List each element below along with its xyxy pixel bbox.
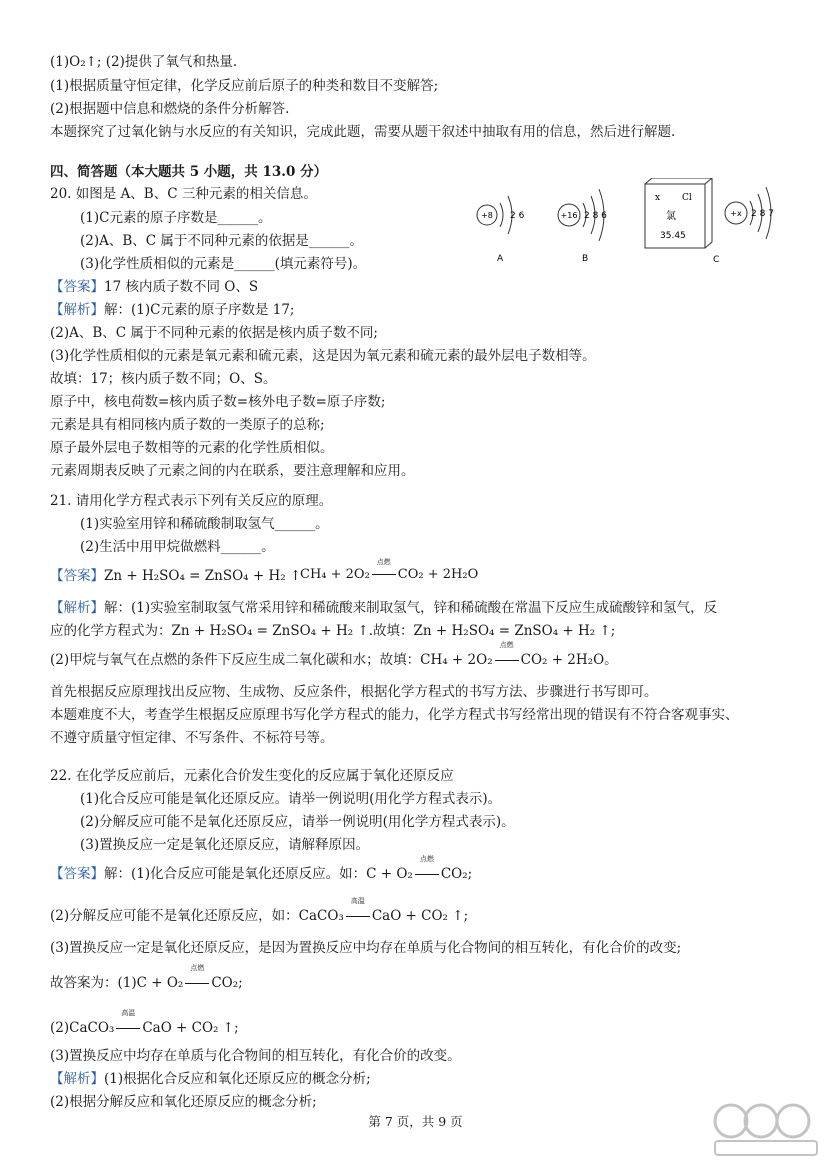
text-line: (1)根据质量守恒定律，化学反应前后原子的种类和数目不变解答; <box>50 78 439 94</box>
text-line: 不遵守质量守恒定律、不写条件、不标符号等。 <box>50 730 334 746</box>
q22-stem: 22. 在化学反应前后，元素化合价发生变化的反应属于氧化还原反应 <box>50 768 454 784</box>
eq-left: C + O₂ <box>366 866 413 882</box>
q21-item: (2)生活中用甲烷做燃料______。 <box>80 539 275 555</box>
eq-left: (2)CaCO₃ <box>50 1020 115 1036</box>
q22-answer-line1 <box>50 855 473 884</box>
cell-number: x <box>655 193 661 203</box>
eq-right: CaO + CO₂ ↑; <box>142 1020 239 1036</box>
atom-c-label: C <box>713 255 720 265</box>
q20-item: (2)A、B、C 属于不同种元素的依据是______。 <box>80 233 363 249</box>
text-line: 应的化学方程式为：Zn + H₂SO₄ = ZnSO₄ + H₂ ↑.故填：Zn + H₂SO₄ = ZnSO₄ + H₂ ↑; <box>50 623 616 639</box>
text-line: (3)化学性质相似的元素是氧元素和硫元素，这是因为氧元素和硫元素的最外层电子数相等。 <box>50 348 596 364</box>
answer-text: 17 核内质子数不同 O、S <box>104 279 259 295</box>
reaction-condition <box>493 641 521 670</box>
text-line: 本题难度不大，考查学生根据反应原理书写化学方程式的能力，化学方程式书写经常出现的错误有不符合客观事实、 <box>50 707 739 723</box>
reaction-condition <box>114 1009 142 1038</box>
q20-item: (1)C元素的原子序数是______。 <box>80 210 272 226</box>
atom-b <box>558 189 607 264</box>
analysis-text: 解：(1)实验室制取氢气常采用锌和稀硫酸来制取氢气，锌和稀硫酸在常温下反应生成硫酸锌和氢气，反 <box>104 600 718 616</box>
q22-item: (3)置换反应一定是氧化还原反应，请解释原因。 <box>80 837 370 853</box>
atom-structure-diagram <box>470 178 790 278</box>
q21-analysis-line3 <box>50 641 618 670</box>
q22-final-line2 <box>50 1009 239 1038</box>
text-line: 故填：17；核内质子数不同；O、S。 <box>50 371 277 387</box>
eq-right: CO₂; <box>440 866 473 882</box>
text-line: 本题探究了过氧化钠与水反应的有关知识，完成此题，需要从题干叙述中抽取有用的信息，然后进行解题. <box>50 124 676 140</box>
q21-item: (1)实验室用锌和稀硫酸制取氢气______。 <box>80 516 329 532</box>
text-line: 原子最外层电子数相等的元素的化学性质相似。 <box>50 440 334 456</box>
cell-mass: 35.45 <box>660 231 686 241</box>
atom-b-label: B <box>582 254 589 264</box>
condition-text: 高温 <box>350 897 365 905</box>
text-line: 原子中，核电荷数=核内质子数=核外电子数=原子序数; <box>50 394 386 410</box>
reaction-condition <box>370 558 398 582</box>
q21-analysis <box>50 598 717 618</box>
cell-symbol: Cl <box>682 193 692 203</box>
eq-left: CaCO₃ <box>298 908 344 924</box>
answer-text: 故答案为： <box>50 975 118 991</box>
q22-final-line1 <box>50 964 243 993</box>
condition-text: 高温 <box>121 1009 136 1017</box>
atom-b-nucleus: +16 <box>560 211 578 220</box>
q22-answer-line2 <box>50 897 469 926</box>
atom-b-shells: 2 8 6 <box>584 211 607 221</box>
condition-text: 点燃 <box>499 641 514 649</box>
text-line: (2)A、B、C 属于不同种元素的依据是核内质子数不同; <box>50 325 378 341</box>
condition-text: 点燃 <box>376 558 391 566</box>
answer-tag: 【答案】 <box>50 866 104 882</box>
reaction-condition <box>344 897 372 926</box>
condition-text: 点燃 <box>419 855 434 863</box>
q21-stem: 21. 请用化学方程式表示下列有关反应的原理。 <box>50 493 333 509</box>
analysis-text: (2)甲烷与氧气在点燃的条件下反应生成二氧化碳和水；故填： <box>50 652 421 668</box>
q22-item: (2)分解反应可能不是氧化还原反应，请举一例说明(用化学方程式表示)。 <box>80 814 515 830</box>
answer-text: (2)分解反应可能不是氧化还原反应，如： <box>50 908 299 924</box>
text-line: (3)置换反应一定是氧化还原反应，是因为置换反应中均存在单质与化合物间的相互转化，有化合价的改变; <box>50 940 682 956</box>
q20-stem: 20. 如图是 A、B、C 三种元素的相关信息。 <box>50 186 317 202</box>
text-line: 首先根据反应原理找出反应物、生成物、反应条件，根据化学方程式的书写方法、步骤进行书写即可。 <box>50 684 658 700</box>
answer-tag: 【答案】 <box>50 279 104 295</box>
eq-right: CO₂ + 2H₂O <box>397 567 479 582</box>
q22-analysis <box>50 1069 371 1089</box>
section-title: 四、简答题（本大题共 5 小题，共 13.0 分） <box>50 164 328 180</box>
watermark-logo <box>711 1099 821 1159</box>
element-cell <box>645 178 712 248</box>
text-line: 元素是具有相同核内质子数的一类原子的总称; <box>50 417 325 433</box>
text-line: 元素周期表反映了元素之间的内在联系，要注意理解和应用。 <box>50 463 415 479</box>
reaction-condition <box>413 855 441 884</box>
text-line: (2)根据题中信息和燃烧的条件分析解答. <box>50 101 290 117</box>
answer-equation: Zn + H₂SO₄ = ZnSO₄ + H₂ ↑ <box>104 568 302 584</box>
analysis-text: 解：(1)C元素的原子序数是 17; <box>104 302 295 318</box>
text-line: (1)O₂↑; (2)提供了氧气和热量. <box>50 54 238 70</box>
atom-c-shells: 2 8 7 <box>751 209 774 219</box>
atom-a <box>477 196 525 264</box>
reaction-condition <box>183 964 211 993</box>
atom-a-shells: 2 6 <box>510 211 525 221</box>
q22-item: (1)化合反应可能是氧化还原反应。请举一例说明(用化学方程式表示)。 <box>80 791 502 807</box>
q21-answer <box>50 566 301 586</box>
q21-answer-equation-2 <box>300 558 479 582</box>
q20-analysis <box>50 300 294 320</box>
answer-text: 解：(1)化合反应可能是氧化还原反应。如： <box>104 866 367 882</box>
answer-tag: 【答案】 <box>50 568 104 584</box>
eq-right: CaO + CO₂ ↑; <box>371 908 469 924</box>
analysis-tag: 【解析】 <box>50 600 104 616</box>
cell-name: 氯 <box>666 211 676 222</box>
q20-answer <box>50 277 258 297</box>
analysis-tag: 【解析】 <box>50 302 104 318</box>
eq-right: CO₂ + 2H₂O <box>520 652 605 668</box>
atom-a-nucleus: +8 <box>481 211 493 220</box>
condition-text: 点燃 <box>190 964 205 972</box>
analysis-tag: 【解析】 <box>50 1071 104 1087</box>
eq-right: CO₂; <box>211 975 243 991</box>
analysis-text: (1)根据化合反应和氧化还原反应的概念分析; <box>104 1071 371 1087</box>
q20-item: (3)化学性质相似的元素是______(填元素符号)。 <box>80 256 367 272</box>
page-footer: 第 7 页，共 9 页 <box>368 1114 463 1129</box>
eq-left: (1)C + O₂ <box>117 975 184 991</box>
atom-a-label: A <box>497 254 504 264</box>
atom-c <box>713 187 774 265</box>
text-line: (3)置换反应中均存在单质与化合物间的相互转化，有化合价的改变。 <box>50 1048 461 1064</box>
eq-left: CH₄ + 2O₂ <box>300 567 370 582</box>
text-line: (2)根据分解反应和氧化还原反应的概念分析; <box>50 1094 317 1110</box>
eq-left: CH₄ + 2O₂ <box>420 652 493 668</box>
analysis-text: 。 <box>604 652 618 668</box>
atom-c-nucleus: +x <box>730 209 742 218</box>
